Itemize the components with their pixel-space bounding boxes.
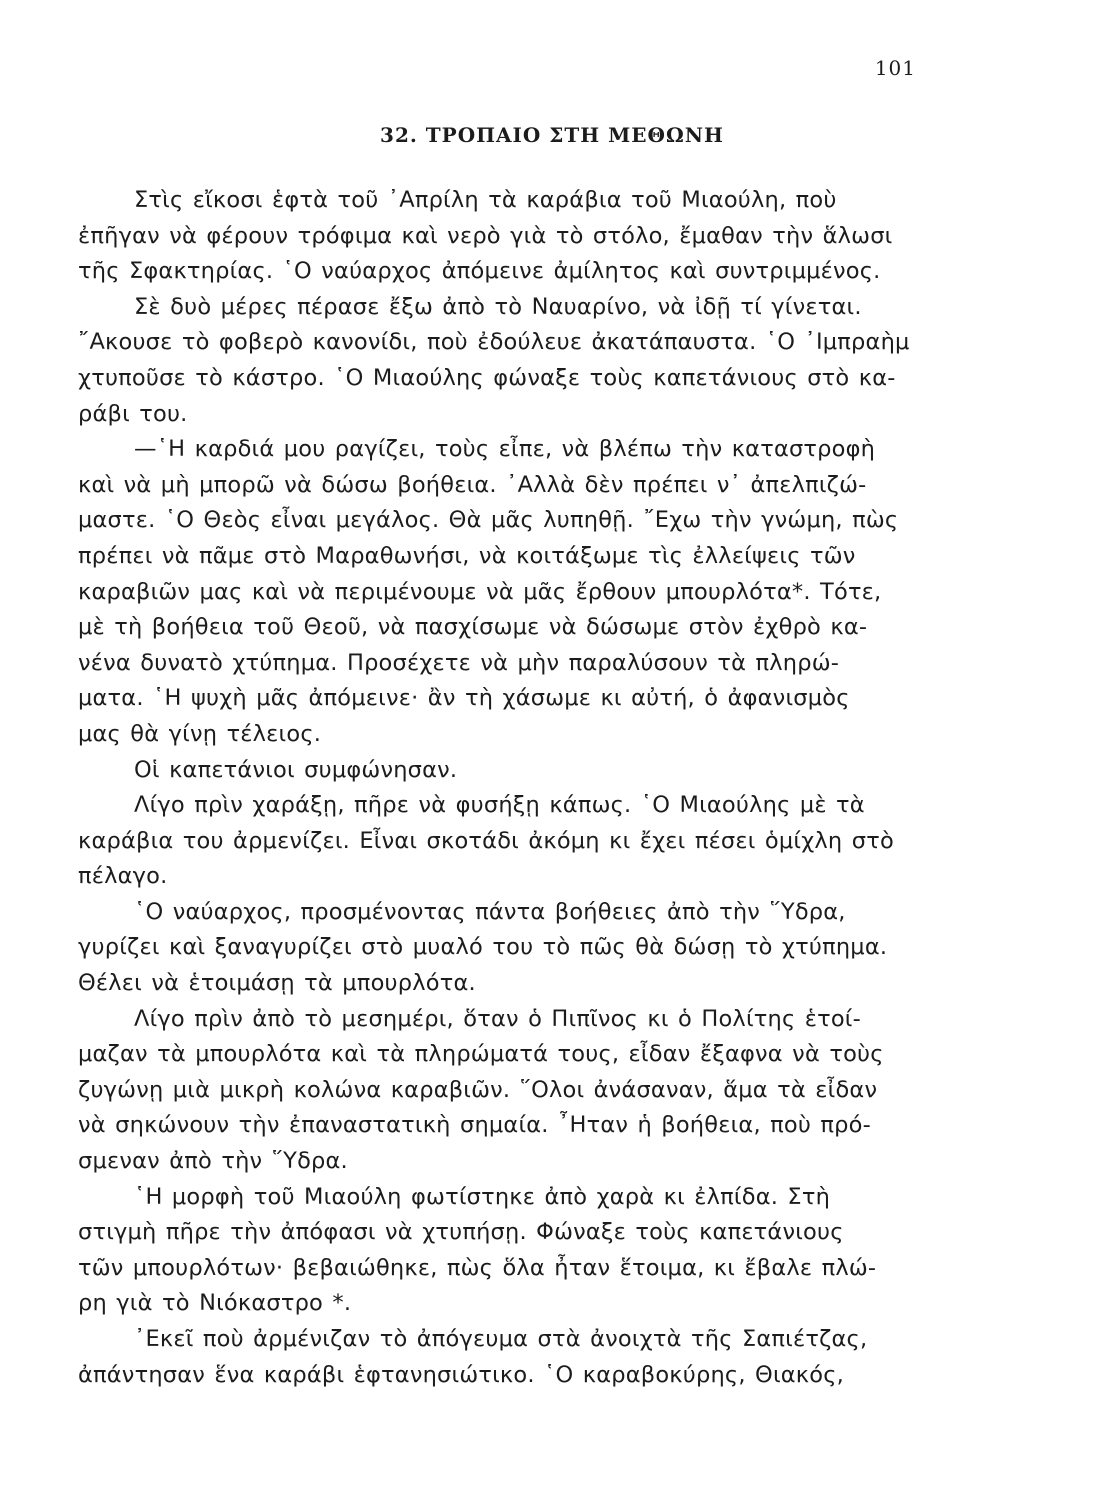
text-line: Σὲ δυὸ μέρες πέρασε ἔξω ἀπὸ τὸ Ναυαρίνο, νὰ ἰδῇ τί γίνεται. xyxy=(134,293,862,320)
text-line: Λίγο πρὶν χαράξῃ, πῆρε νὰ φυσήξῃ κάπως. ῾Ο Μιαούλης μὲ τὰ xyxy=(134,792,865,819)
text-line: Θέλει νὰ ἑτοιμάσῃ τὰ μπουρλότα. xyxy=(78,970,476,997)
text-line: καράβια του ἀρμενίζει. Εἶναι σκοτάδι ἀκόμη κι ἔχει πέσει ὁμίχλη στὸ xyxy=(78,827,894,854)
text-line: Οἱ καπετάνιοι συμφώνησαν. xyxy=(134,756,458,783)
text-line: μαζαν τὰ μπουρλότα καὶ τὰ πληρώματά τους, εἶδαν ἔξαφνα νὰ τοὺς xyxy=(78,1041,884,1068)
text-line: γυρίζει καὶ ξαναγυρίζει στὸ μυαλό του τὸ πῶς θὰ δώσῃ τὸ χτύπημα. xyxy=(78,934,888,961)
text-line: μὲ τὴ βοήθεια τοῦ Θεοῦ, νὰ πασχίσωμε νὰ δώσωμε στὸν ἐχθρὸ κα- xyxy=(78,614,868,641)
text-line: μαστε. ῾Ο Θεὸς εἶναι μεγάλος. Θὰ μᾶς λυπηθῇ. ῎Εχω τὴν γνώμη, πὼς xyxy=(78,507,899,534)
text-line: ματα. ῾Η ψυχὴ μᾶς ἀπόμεινε· ἂν τὴ χάσωμε κι αὐτή, ὁ ἀφανισμὸς xyxy=(78,685,850,712)
text-line: μας θὰ γίνῃ τέλειος. xyxy=(78,720,322,747)
chapter-title: 32. ΤΡΟΠΑΙΟ ΣΤΗ ΜΕΘΩΝΗ xyxy=(380,123,724,147)
text-line: πρέπει νὰ πᾶμε στὸ Μαραθωνήσι, νὰ κοιτάξωμε τὶς ἐλλείψεις τῶν xyxy=(78,542,856,569)
text-line: στιγμὴ πῆρε τὴν ἀπόφασι νὰ χτυπήσῃ. Φώναξε τοὺς καπετάνιους xyxy=(78,1219,844,1246)
text-line: Στὶς εἴκοσι ἑφτὰ τοῦ ᾽Απρίλη τὰ καράβια τοῦ Μιαούλη, ποὺ xyxy=(134,187,837,213)
text-line: —῾Η καρδιά μου ραγίζει, τοὺς εἶπε, νὰ βλέπω τὴν καταστροφὴ xyxy=(134,436,876,463)
text-line: πέλαγο. xyxy=(78,863,168,890)
text-line: ᾽Εκεῖ ποὺ ἀρμένιζαν τὸ ἀπόγευμα στὰ ἀνοιχτὰ τῆς Σαπιέτζας, xyxy=(134,1326,868,1352)
text-line: ῎Ακουσε τὸ φοβερὸ κανονίδι, ποὺ ἐδούλευε ἀκατάπαυστα. ῾Ο ᾽Ιμπραὴμ xyxy=(78,329,910,356)
text-line: καραβιῶν μας καὶ νὰ περιμένουμε νὰ μᾶς ἔρθουν μπουρλότα*. Τότε, xyxy=(78,578,882,605)
text-line: ῾Ο ναύαρχος, προσμένοντας πάντα βοήθειες ἀπὸ τὴν ῞Υδρα, xyxy=(134,898,846,925)
text-line: ρη γιὰ τὸ Νιόκαστρο *. xyxy=(78,1290,352,1317)
text-line: ἀπάντησαν ἕνα καράβι ἑφτανησιώτικο. ῾Ο καραβοκύρης, Θιακός, xyxy=(78,1361,844,1388)
text-line: Λίγο πρὶν ἀπὸ τὸ μεσημέρι, ὅταν ὁ Πιπῖνος κι ὁ Πολίτης ἑτοί- xyxy=(134,1005,861,1032)
text-body xyxy=(78,183,918,1393)
text-line: ράβι του. xyxy=(78,400,188,427)
text-line: ῾Η μορφὴ τοῦ Μιαούλη φωτίστηκε ἀπὸ χαρὰ κι ἐλπίδα. Στὴ xyxy=(134,1183,831,1210)
text-line: χτυποῦσε τὸ κάστρο. ῾Ο Μιαούλης φώναξε τοὺς καπετάνιους στὸ κα- xyxy=(78,364,896,391)
text-line: τῆς Σφακτηρίας. ῾Ο ναύαρχος ἀπόμεινε ἀμίλητος καὶ συντριμμένος. xyxy=(78,258,881,285)
text-line: καὶ νὰ μὴ μπορῶ νὰ δώσω βοήθεια. ᾽Αλλὰ δὲν πρέπει ν᾽ ἀπελπιζώ- xyxy=(78,471,867,498)
page-number: 101 xyxy=(874,56,916,80)
text-line: σμεναν ἀπὸ τὴν ῞Υδρα. xyxy=(78,1148,348,1175)
text-line: ζυγώνῃ μιὰ μικρὴ κολώνα καραβιῶν. ῞Ολοι ἀνάσαναν, ἅμα τὰ εἶδαν xyxy=(78,1076,878,1103)
text-line: νένα δυνατὸ χτύπημα. Προσέχετε νὰ μὴν παραλύσουν τὰ πληρώ- xyxy=(78,649,840,676)
text-line: τῶν μπουρλότων· βεβαιώθηκε, πὼς ὅλα ἦταν ἕτοιμα, κι ἔβαλε πλώ- xyxy=(78,1254,877,1281)
text-line: νὰ σηκώνουν τὴν ἐπαναστατικὴ σημαία. ῏Ηταν ἡ βοήθεια, ποὺ πρό- xyxy=(78,1112,871,1139)
text-line: ἐπῆγαν νὰ φέρουν τρόφιμα καὶ νερὸ γιὰ τὸ στόλο, ἔμαθαν τὴν ἅλωσι xyxy=(78,222,893,249)
